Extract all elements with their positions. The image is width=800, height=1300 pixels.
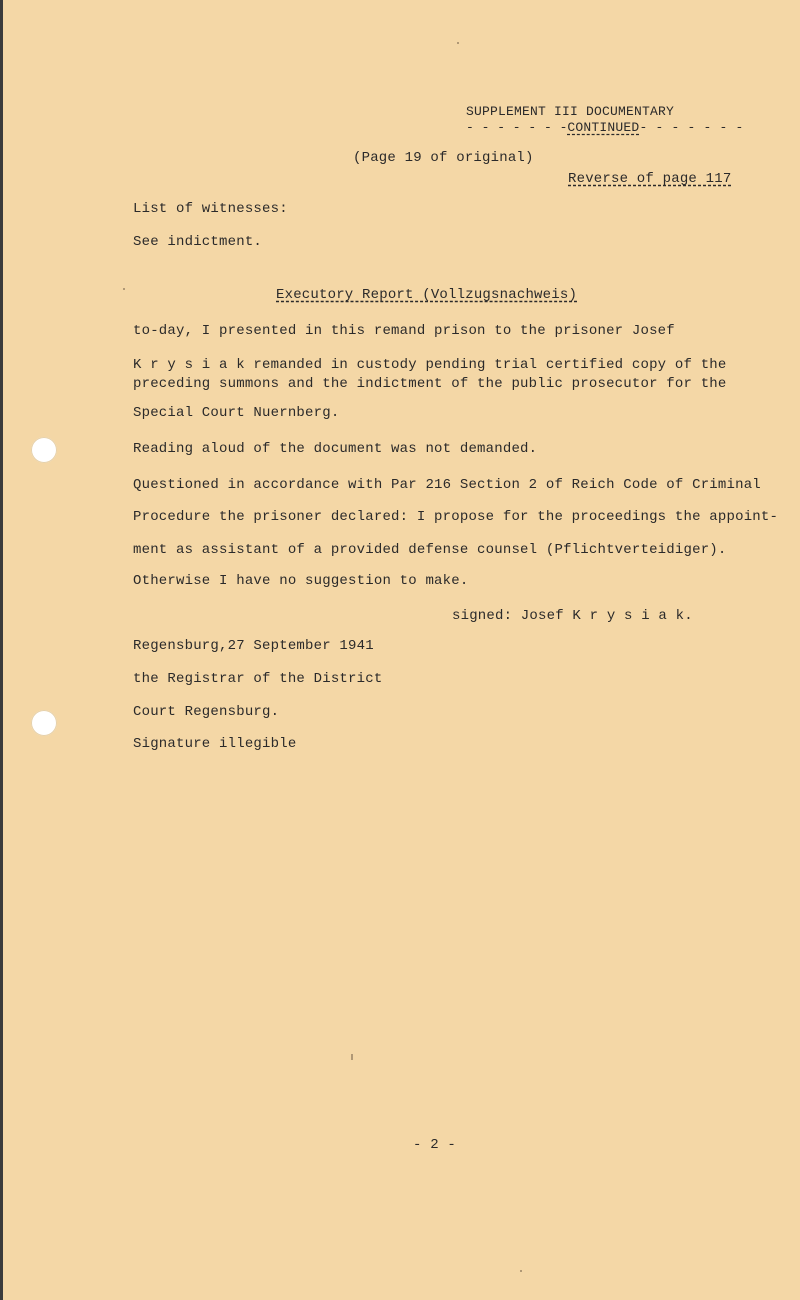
page-number: - 2 - [413, 1137, 457, 1153]
paragraph-1-line-3: preceding summons and the indictment of the public prosecutor for the [133, 376, 727, 392]
paragraph-3-line-1: Questioned in accordance with Par 216 Section 2 of Reich Code of Criminal [133, 477, 761, 493]
paper-speck [123, 288, 125, 290]
registrar-line-1: the Registrar of the District [133, 671, 383, 687]
registrar-line-2: Court Regensburg. [133, 704, 280, 720]
paragraph-3-line-2: Procedure the prisoner declared: I propose for the proceedings the appoint- [133, 509, 779, 525]
page-reference: (Page 19 of original) [353, 150, 534, 166]
witnesses-label: List of witnesses: [133, 201, 288, 217]
paragraph-1-line-1: to-day, I presented in this remand prison to the prisoner Josef [133, 323, 675, 339]
paper-speck [457, 42, 459, 44]
paragraph-1-line-2: K r y s i a k remanded in custody pending trial certified copy of the [133, 357, 727, 373]
paragraph-1-line-4: Special Court Nuernberg. [133, 405, 340, 421]
continued-leading-dashes: - - - - - - - [466, 120, 568, 135]
paragraph-2: Reading aloud of the document was not demanded. [133, 441, 538, 457]
continued-trailing-dashes: - - - - - - - [639, 120, 744, 135]
continued-label: CONTINUED [567, 120, 640, 135]
continued-heading [466, 120, 743, 135]
reverse-reference: Reverse of page 117 [568, 171, 732, 187]
paragraph-3-line-4: Otherwise I have no suggestion to make. [133, 573, 469, 589]
signature-note: Signature illegible [133, 736, 297, 752]
paper-speck [520, 1270, 522, 1272]
report-title: Executory Report (Vollzugsnachweis) [276, 287, 578, 303]
place-date: Regensburg,27 September 1941 [133, 638, 374, 654]
punch-hole-top [31, 437, 57, 463]
paper-speck [351, 1054, 353, 1060]
supplement-heading: SUPPLEMENT III DOCUMENTARY [466, 104, 675, 119]
see-indictment: See indictment. [133, 234, 263, 250]
paragraph-3-line-3: ment as assistant of a provided defense counsel (Pflichtverteidiger). [133, 542, 727, 558]
signed-line: signed: Josef K r y s i a k. [452, 608, 693, 624]
punch-hole-bottom [31, 710, 57, 736]
